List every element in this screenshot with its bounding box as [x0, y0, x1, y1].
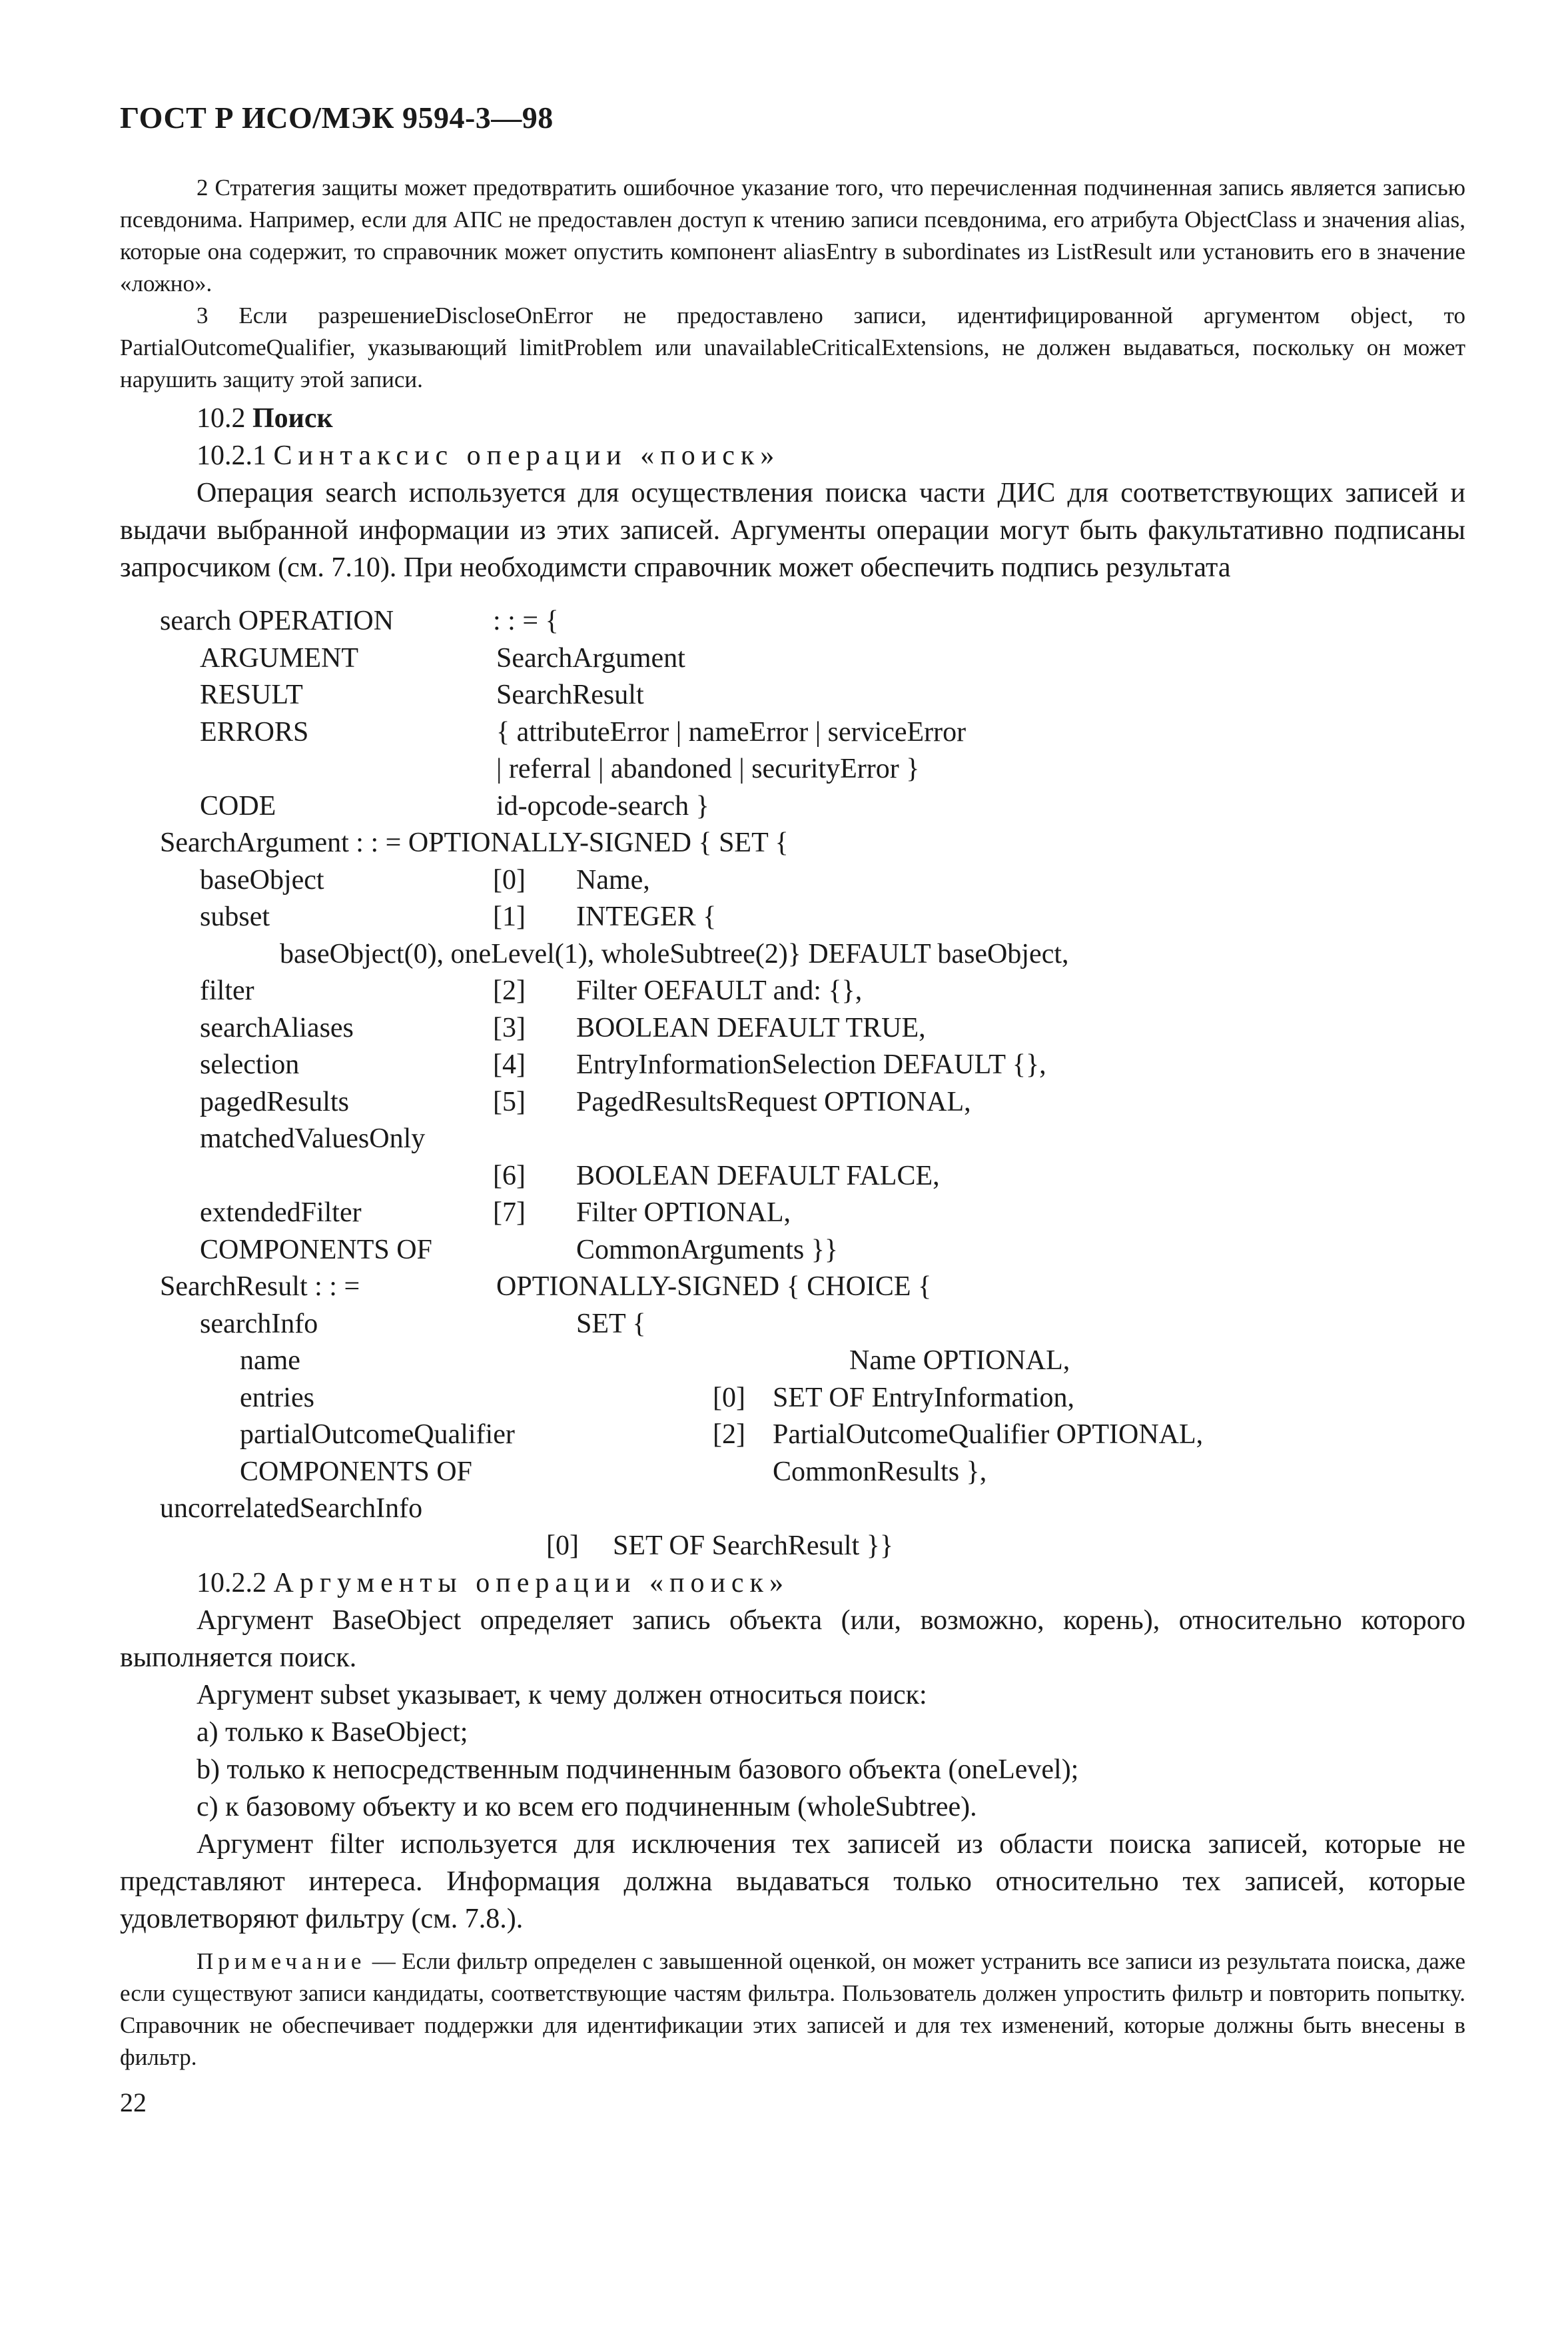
code-line [120, 1232, 1465, 1269]
code-line [120, 714, 1465, 752]
code-token: [6] [493, 1160, 526, 1191]
code-token: [3] [493, 1012, 526, 1043]
code-line [120, 1490, 1465, 1528]
code-line [120, 1269, 1465, 1306]
list-item: c) к базовому объекту и ко всем его подчиненным (wholeSubtree). [196, 1792, 977, 1822]
code-token: [5] [493, 1086, 526, 1117]
subsection-2-heading [120, 1564, 1465, 1602]
list-item: b) только к непосредственным подчиненным базового объекта (oneLevel); [196, 1754, 1079, 1785]
subsection-1-title: Синтаксис операции «поиск» [273, 440, 781, 471]
code-token: PartialOutcomeQualifier OPTIONAL, [773, 1419, 1204, 1450]
code-token: [0] [493, 864, 526, 895]
baseobject-paragraph: Аргумент BaseObject определяет запись объекта (или, возможно, корень), относительно которого выполняется поиск. [120, 1605, 1465, 1673]
code-line [120, 1454, 1465, 1491]
code-token: name [240, 1345, 300, 1376]
code-token: SearchArgument [496, 642, 685, 674]
code-token: extendedFilter [200, 1197, 362, 1228]
code-token: entries [240, 1382, 314, 1413]
code-line [120, 1343, 1465, 1380]
list-item: a) только к BaseObject; [196, 1717, 468, 1748]
code-token: [7] [493, 1197, 526, 1228]
code-token: search OPERATION [160, 606, 394, 636]
code-token: [2] [713, 1419, 745, 1450]
code-token: SET { [576, 1308, 646, 1339]
code-token: CommonArguments }} [576, 1234, 839, 1265]
section-title: Поиск [252, 403, 333, 434]
asn1-code-block [120, 603, 1465, 1564]
page-number: 22 [120, 2087, 147, 2117]
code-token: CODE [200, 790, 276, 822]
code-token: [2] [493, 975, 526, 1006]
subsection-1-heading [120, 437, 1465, 474]
note-3-paragraph: 3 Если разрешениеDiscloseOnError не предоставлено записи, идентифицированной аргументом object, то PartialOutcomeQualifier, указывающий limitProblem или unavailableCriticalExtensions, не должен выдаваться, поскольку он может нарушить защиту этой записи. [120, 302, 1465, 392]
code-line [120, 788, 1465, 826]
code-line [120, 603, 1465, 640]
section-number: 10.2 [196, 403, 246, 434]
intro-notes [120, 172, 1465, 396]
code-line [120, 751, 1465, 788]
code-token: pagedResults [200, 1086, 349, 1117]
code-line [120, 936, 1465, 973]
section-heading [120, 400, 1465, 437]
code-token: OPTIONALLY-SIGNED { CHOICE { [496, 1271, 932, 1302]
note-paragraph [120, 1946, 1465, 2073]
subset-paragraph: Аргумент subset указывает, к чему должен относиться поиск: [196, 1680, 927, 1710]
code-token: matchedValuesOnly [200, 1123, 426, 1154]
code-token: [0] [546, 1530, 579, 1561]
code-token: ERRORS [200, 716, 309, 748]
code-token: BOOLEAN DEFAULT FALCE, [576, 1160, 940, 1191]
code-token: SearchResult [496, 680, 644, 710]
subsection-2-title: Аргументы операции «поиск» [273, 1568, 789, 1598]
code-token: [4] [493, 1049, 526, 1080]
code-token: | referral | abandoned | securityError } [496, 754, 920, 784]
subsection-1-number: 10.2.1 [196, 440, 266, 471]
code-line [120, 1528, 1465, 1565]
code-token: COMPONENTS OF [240, 1456, 472, 1487]
code-token: Filter OPTIONAL, [576, 1197, 791, 1228]
code-line [120, 1121, 1465, 1158]
code-token: EntryInformationSelection DEFAULT {}, [576, 1049, 1046, 1080]
code-token: Name, [576, 864, 650, 895]
code-token: INTEGER { [576, 901, 717, 932]
search-operation-paragraph: Операция search используется для осуществления поиска части ДИС для соответствующих записей и выдачи выбранной информации из этих записей. Аргументы операции могут быть факультативно подписаны запросчиком (см. 7.10). При необходимсти справочник может обеспечить подпись результата [120, 478, 1465, 583]
code-token: partialOutcomeQualifier [240, 1419, 515, 1450]
code-token: SET OF EntryInformation, [773, 1382, 1075, 1413]
code-token: id-opcode-search } [496, 790, 709, 822]
code-token: searchInfo [200, 1308, 318, 1339]
code-line [120, 862, 1465, 899]
code-token: COMPONENTS OF [200, 1234, 432, 1265]
code-token: Filter OEFAULT and: {}, [576, 975, 863, 1006]
code-token: selection [200, 1049, 300, 1080]
code-token: PagedResultsRequest OPTIONAL, [576, 1086, 971, 1117]
note-text: — Если фильтр определен с завышенной оценкой, он может устранить все записи из результата поиска, даже если существуют записи кандидаты, соответствующие частям фильтра. Пользователь должен упростить фильтр и повторить попытку. Справочник не обеспечивает поддержки для идентификации этих записей и для тех изменений, которые должны быть внесены в фильтр. [120, 1948, 1466, 2070]
code-line [120, 825, 1465, 862]
code-token: SearchResult : : = [160, 1271, 360, 1302]
code-token: RESULT [200, 680, 303, 710]
filter-paragraph: Аргумент filter используется для исключения тех записей из области поиска записей, которые не представляют интереса. Информация должна выдаваться только относительно тех записей, которые удовлетворяют фильтру (см. 7.8.). [120, 1829, 1465, 1934]
code-line [120, 1306, 1465, 1343]
code-line [120, 973, 1465, 1010]
code-token: filter [200, 975, 254, 1006]
code-line [120, 899, 1465, 936]
code-line [120, 677, 1465, 714]
code-line [120, 1158, 1465, 1195]
code-line [120, 1195, 1465, 1232]
code-line [120, 1084, 1465, 1121]
subsection-2-number: 10.2.2 [196, 1568, 266, 1598]
code-token: SET OF SearchResult }} [613, 1530, 894, 1561]
code-token: subset [200, 901, 270, 932]
section-heading-block [120, 400, 1465, 586]
arguments-section [120, 1564, 1465, 2073]
code-token: ARGUMENT [200, 642, 358, 674]
code-token: searchAliases [200, 1012, 354, 1043]
code-token: baseObject(0), oneLevel(1), wholeSubtree(2)} DEFAULT baseObject, [280, 938, 1069, 969]
code-line [120, 1380, 1465, 1417]
code-line [120, 1010, 1465, 1047]
code-token: uncorrelatedSearchInfo [160, 1493, 423, 1524]
code-token: CommonResults }, [773, 1456, 987, 1487]
code-line [120, 1417, 1465, 1454]
code-token: : : = { [493, 606, 559, 636]
document-header: ГОСТ Р ИСО/МЭК 9594-3—98 [120, 101, 554, 135]
code-token: { attributeError | nameError | serviceError [496, 716, 967, 748]
code-line [120, 640, 1465, 678]
code-token: [1] [493, 901, 526, 932]
code-token: Name OPTIONAL, [849, 1345, 1070, 1376]
note-label: Примечание [196, 1948, 366, 1974]
code-token: BOOLEAN DEFAULT TRUE, [576, 1012, 926, 1043]
code-token: [0] [713, 1382, 745, 1413]
code-token: SearchArgument : : = OPTIONALLY-SIGNED { SET { [160, 828, 789, 858]
code-token: baseObject [200, 864, 324, 895]
code-line [120, 1047, 1465, 1084]
note-2-paragraph: 2 Стратегия защиты может предотвратить ошибочное указание того, что перечисленная подчиненная запись является записью псевдонима. Например, если для АПС не предоставлен доступ к чтению записи псевдонима, его атрибута ObjectClass и значения alias, которые она содержит, то справочник может опустить компонент aliasEntry в subordinates из ListResult или установить его в значение «ложно». [120, 175, 1465, 296]
